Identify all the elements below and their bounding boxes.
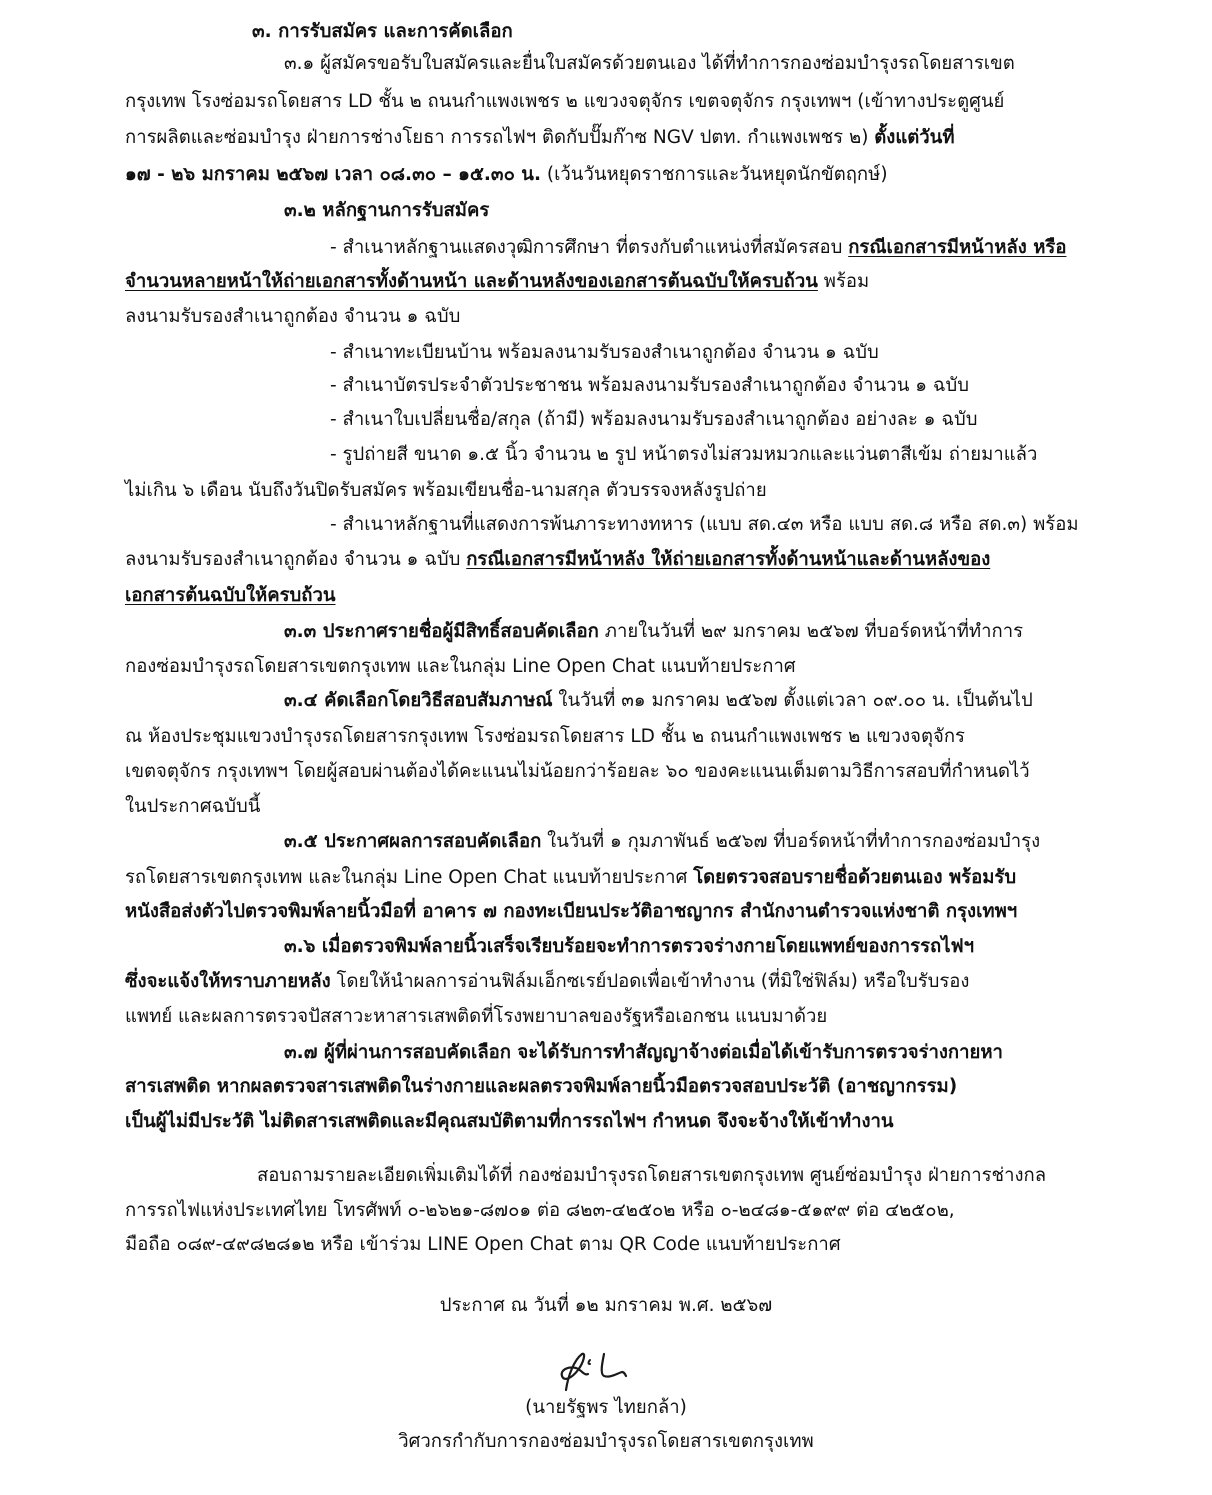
- signer-title: วิศวกรกำกับการกองซ่อมบำรุงรถโดยสารเขตกรุงเทพ: [398, 1431, 814, 1452]
- announcement-page: ๓. การรับสมัคร และการคัดเลือก ๓.๑ ผู้สมัครขอรับใบสมัครและยื่นใบสมัครด้วยตนเอง ได้ที่ทำการกองซ่อมบำรุงรถโดยสารเขต กรุงเทพ โรงซ่อมรถโดยสาร LD ชั้น ๒ ถนนกำแพงเพชร ๒ แขวงจตุจักร เขตจตุจักร กรุงเทพฯ (เข้าทางประตูศูนย์ การผลิตและซ่อมบำรุง ฝ่ายการช่างโยธา การรถไฟฯ ติดกับปั๊มก๊าซ NGV ปตท. กำแพงเพชร ๒) ตั้งแต่วันที่ ๑๗ - ๒๖ มกราคม ๒๕๖๗ เวลา ๐๘.๓๐ – ๑๕.๓๐ น. (เว้นวันหยุดราชการและวันหยุดนักขัตฤกษ์) ๓.๒ หลักฐานการรับสมัคร - สำเนาหลักฐานแสดงวุฒิการศึกษา ที่ตรงกับตำแหน่งที่สมัครสอบ กรณีเอกสารมีหน้าหลัง หรือ จำนวนหลายหน้าให้ถ่ายเอกสารทั้งด้านหน้า และด้านหลังของเอกสารต้นฉบับให้ครบถ้วน พร้อม ลงนามรับรองสำเนาถูกต้อง จำนวน ๑ ฉบับ - สำเนาทะเบียนบ้าน พร้อมลงนามรับรองสำเนาถูกต้อง จำนวน ๑ ฉบับ - สำเนาบัตรประจำตัวประชาชน พร้อมลงนามรับรองสำเนาถูกต้อง จำนวน ๑ ฉบับ - สำเนาใบเปลี่ยนชื่อ/สกุล (ถ้ามี) พร้อมลงนามรับรองสำเนาถูกต้อง อย่างละ ๑ ฉบับ - รูปถ่ายสี ขนาด ๑.๕ นิ้ว จำนวน ๒ รูป หน้าตรงไม่สวมหมวกและแว่นตาสีเข้ม ถ่ายมาแล้ว ไม่เกิน ๖ เดือน นับถึงวันปิดรับสมัคร พร้อมเขียนชื่อ-นามสกุล ตัวบรรจงหลังรูปถ่าย - สำเนาหลักฐานที่แสดงการพ้นภาระทางทหาร (แบบ สด.๔๓ หรือ แบบ สด.๘ หรือ สด.๓) พร้อม ลงนามรับรองสำเนาถูกต้อง จำนวน ๑ ฉบับ กรณีเอกสารมีหน้าหลัง ให้ถ่ายเอกสารทั้งด้านหน้าและด้านหลังของ เอกสารต้นฉบับให้ครบถ้วน ๓.๓ ประกาศรายชื่อผู้มีสิทธิ์สอบคัดเลือก ภายในวันที่ ๒๙ มกราคม ๒๕๖๗ ที่บอร์ดหน้าที่ทำการ กองซ่อมบำรุงรถโดยสารเขตกรุงเทพ และในกลุ่ม Line Open Chat แนบท้ายประกาศ ๓.๔ คัดเลือกโดยวิธีสอบสัมภาษณ์ ในวันที่ ๓๑ มกราคม ๒๕๖๗ ตั้งแต่เวลา ๐๙.๐๐ น. เป็นต้นไป ณ ห้องประชุมแขวงบำรุงรถโดยสารกรุงเทพ โรงซ่อมรถโดยสาร LD ชั้น ๒ ถนนกำแพงเพชร ๒ แขวงจตุจักร เขตจตุจักร กรุงเทพฯ โดยผู้สอบผ่านต้องได้คะแนนไม่น้อยกว่าร้อยละ ๖๐ ของคะแนนเต็มตามวิธีการสอบที่กำหนดไว้ ในประกาศฉบับนี้ ๓.๕ ประกาศผลการสอบคัดเลือก ในวันที่ ๑ กุมภาพันธ์ ๒๕๖๗ ที่บอร์ดหน้าที่ทำการกองซ่อมบำรุง รถโดยสารเขตกรุงเทพ และในกลุ่ม Line Open Chat แนบท้ายประกาศ โดยตรวจสอบรายชื่อด้วยตนเอง พร้อมรับ หนังสือส่งตัวไปตรวจพิมพ์ลายนิ้วมือที่ อาคาร ๗ กองทะเบียนประวัติอาชญากร สำนักงานตำรวจแห่งชาติ กรุงเทพฯ ๓.๖ เมื่อตรวจพิมพ์ลายนิ้วเสร็จเรียบร้อยจะทำการตรวจร่างกายโดยแพทย์ของการรถไฟฯ ซึ่งจะแจ้งให้ทราบภายหลัง โดยให้นำผลการอ่านฟิล์มเอ็กซเรย์ปอดเพื่อเข้าทำงาน (ที่มิใช่ฟิล์ม) หรือใบรับรอง แพทย์ และผลการตรวจปัสสาวะหาสารเสพติดที่โรงพยาบาลของรัฐหรือเอกชน แนบมาด้วย ๓.๗ ผู้ที่ผ่านการสอบคัดเลือก จะได้รับการทำสัญญาจ้างต่อเมื่อได้เข้ารับการตรวจร่างกายหา สารเสพติด หากผลตรวจสารเสพติดในร่างกายและผลตรวจพิมพ์ลายนิ้วมือตรวจสอบประวัติ (อาชญากรรม) เป็นผู้ไม่มีประวัติ ไม่ติดสารเสพติดและมีคุณสมบัติตามที่การรถไฟฯ กำหนด จึงจะจ้างให้เข้าทำงาน สอบถามรายละเอียดเพิ่มเติมได้ที่ กองซ่อมบำรุงรถโดยสารเขตกรุงเทพ ศูนย์ซ่อมบำรุง ฝ่ายการช่างกล การรถไฟแห่งประเทศไทย โทรศัพท์ ๐-๒๖๒๑-๘๗๐๑ ต่อ ๘๒๓-๔๒๕๐๒ หรือ ๐-๒๔๘๑-๕๑๙๙ ต่อ ๔๒๕๐๒, มือถือ ๐๘๙-๔๙๘๒๘๑๒ หรือ เข้าร่วม LINE Open Chat ตาม QR Code แนบท้ายประกาศ ประกาศ ณ วันที่ ๑๒ มกราคม พ.ศ. ๒๕๖๗ (นายรัฐพร ไทยกล้า) วิศวกรกำกับการกองซ่อมบำรุงรถโดยสารเขตกรุงเทพ: [0, 0, 1212, 1495]
- announcement-date: ประกาศ ณ วันที่ ๑๒ มกราคม พ.ศ. ๒๕๖๗: [439, 1295, 773, 1316]
- signer-name: (นายรัฐพร ไทยกล้า): [525, 1397, 687, 1418]
- signature-image: [538, 1346, 658, 1396]
